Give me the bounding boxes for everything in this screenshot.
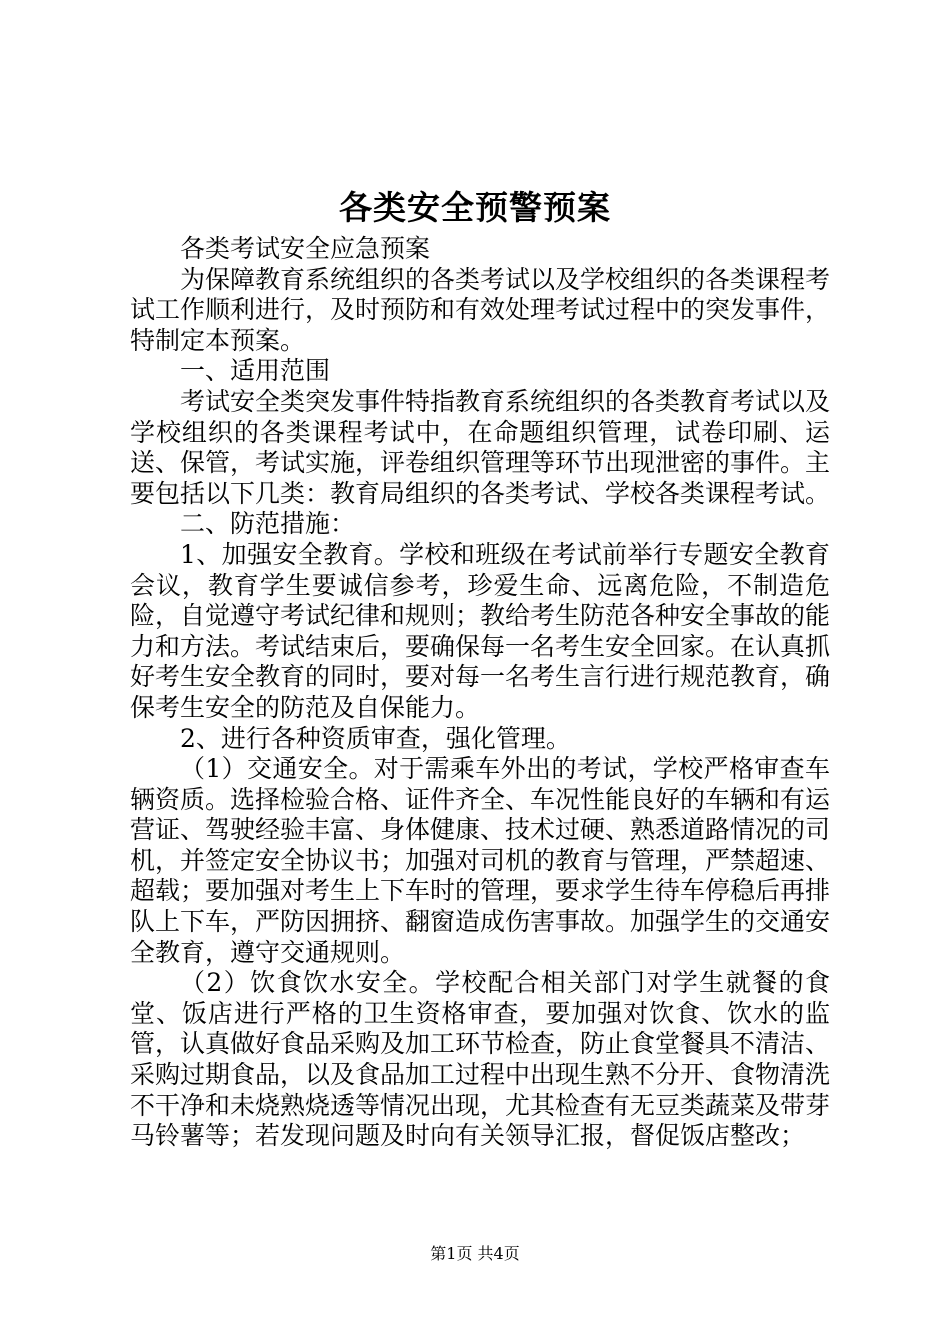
paragraph-food-safety: （2）饮食饮水安全。学校配合相关部门对学生就餐的食堂、饭店进行严格的卫生资格审查，要加强对饮食、饮水的监管，认真做好食品采购及加工环节检查，防止食堂餐具不清洁、采购过期食品，以及食品加工过程中出现生熟不分开、食物清洗不干净和未烧熟烧透等情况出现，尤其检查有无豆类蔬菜及带芽马铃薯等；若发现问题及时向有关领导汇报，督促饭店整改； xyxy=(130,968,831,1151)
paragraph-safety-education: 1、加强安全教育。学校和班级在考试前举行专题安全教育会议，教育学生要诚信参考，珍爱生命、远离危险，不制造危险，自觉遵守考试纪律和规则；教给考生防范各种安全事故的能力和方法。考试结束后，要确保每一名考生安全回家。在认真抓好考生安全教育的同时，要对每一名考生言行进行规范教育，确保考生安全的防范及自保能力。 xyxy=(130,539,831,722)
paragraph-subtitle: 各类考试安全应急预案 xyxy=(180,234,431,263)
section-heading-measures: 二、防范措施： xyxy=(180,509,356,539)
paragraph-intro: 为保障教育系统组织的各类考试以及学校组织的各类课程考试工作顺利进行，及时预防和有效处理考试过程中的突发事件，特制定本预案。 xyxy=(130,264,831,355)
document-title: 各类安全预警预案 xyxy=(339,188,611,227)
page-number: 第1页 共4页 xyxy=(430,1244,520,1263)
document-body xyxy=(130,234,830,1152)
paragraph-qualification-review: 2、进行各种资质审查，强化管理。 xyxy=(180,723,571,753)
paragraph-scope: 考试安全类突发事件特指教育系统组织的各类教育考试以及学校组织的各类课程考试中，在命题组织管理，试卷印刷、运送、保管，考试实施，评卷组织管理等环节出现泄密的事件。主要包括以下几类：教育局组织的各类考试、学校各类课程考试。 xyxy=(130,386,831,508)
paragraph-traffic-safety: （1）交通安全。对于需乘车外出的考试，学校严格审查车辆资质。选择检验合格、证件齐全、车况性能良好的车辆和有运营证、驾驶经验丰富、身体健康、技术过硬、熟悉道路情况的司机，并签定安全协议书；加强对司机的教育与管理，严禁超速、超载；要加强对考生上下车时的管理，要求学生待车停稳后再排队上下车，严防因拥挤、翻窗造成伤害事故。加强学生的交通安全教育，遵守交通规则。 xyxy=(130,754,831,967)
section-heading-scope: 一、适用范围 xyxy=(180,356,331,386)
